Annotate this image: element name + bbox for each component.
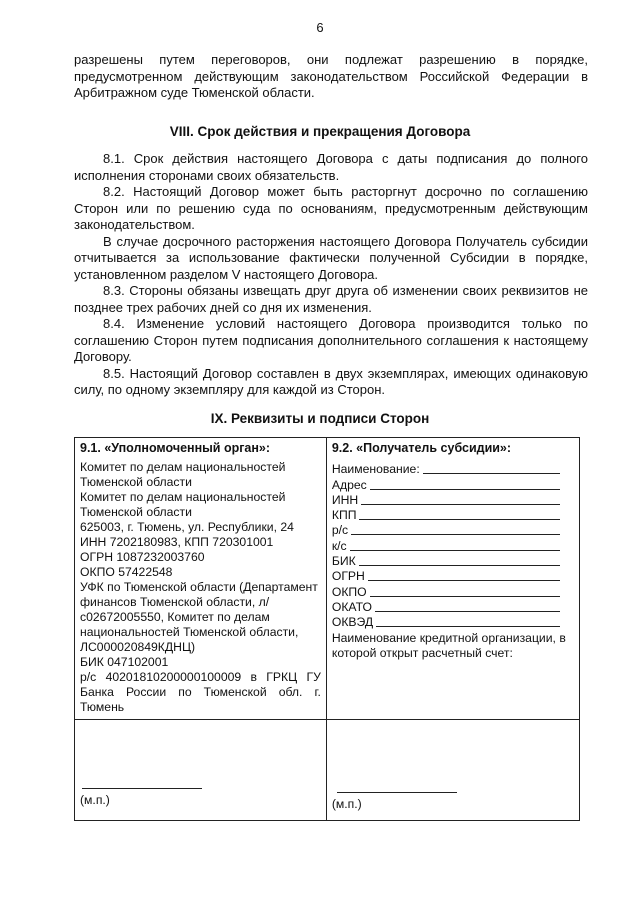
left-line: УФК по Тюменской области (Департамент финансов Тюменской области, л/с02672005550, Комитет по делам национальностей Тюменской области, ЛС000020849КДНЦ) (80, 580, 318, 654)
field-okpo-row (332, 584, 560, 599)
field-ogrn-row (332, 569, 560, 584)
field-label: КПП (331, 508, 357, 523)
field-label: к/с (331, 538, 347, 553)
paragraph-8-3: 8.3. Стороны обязаны извещать друг друга об изменении своих реквизитов не позднее трех рабочих дней со дня их изменения. (74, 283, 588, 315)
field-blank-line[interactable] (370, 596, 560, 597)
bank-note: Наименование кредитной организации, в которой открыт расчетный счет: (331, 631, 566, 661)
field-address-row (332, 477, 560, 492)
requisites-table (74, 437, 580, 821)
field-blank-line[interactable] (361, 504, 560, 505)
intro-paragraph (74, 52, 588, 102)
field-blank-line[interactable] (423, 473, 560, 474)
signature-line[interactable] (337, 791, 457, 793)
field-bik-row (332, 554, 560, 569)
authorized-body-heading: 9.1. «Уполномоченный орган»: (80, 441, 271, 455)
field-kpp-row (332, 508, 560, 523)
recipient-heading: 9.2. «Получатель субсидии»: (331, 441, 512, 455)
left-line: БИК 047102001 (80, 655, 169, 669)
field-okved-row (332, 615, 560, 630)
paragraph-8-4: 8.4. Изменение условий настоящего Договора производится только по соглашению Сторон путем подписания дополнительного соглашения к настоящему Договору. (74, 316, 588, 364)
left-line: ОГРН 1087232003760 (80, 550, 205, 564)
paragraph-8-5: 8.5. Настоящий Договор составлен в двух экземплярах, имеющих одинаковую силу, по одному экземпляру для каждой из Сторон. (74, 365, 588, 397)
section-8-title: VIII. Срок действия и прекращения Договора (169, 124, 471, 139)
left-line: р/с 40201810200000100009 в ГРКЦ ГУ Банка России по Тюменской обл. г. Тюмень (80, 670, 321, 714)
field-label: ОКПО (331, 584, 367, 599)
field-ks-row (332, 538, 560, 553)
field-name-row (332, 462, 560, 477)
field-label: Наименование: (331, 462, 420, 477)
section-9-title: IX. Реквизиты и подписи Сторон (210, 411, 430, 426)
field-label: ИНН (331, 492, 359, 507)
authorized-body-cell (75, 438, 327, 720)
field-blank-line[interactable] (359, 519, 560, 520)
field-blank-line[interactable] (351, 534, 560, 535)
field-label: р/с (331, 523, 349, 538)
left-line: ИНН 7202180983, КПП 720301001 (80, 535, 274, 549)
left-line: 625003, г. Тюмень, ул. Республики, 24 (80, 520, 294, 534)
field-label: БИК (331, 554, 356, 569)
field-label: ОГРН (331, 569, 365, 584)
signature-line[interactable] (82, 787, 202, 789)
field-blank-line[interactable] (375, 611, 560, 612)
paragraph-8-2: 8.2. Настоящий Договор может быть расторгнут досрочно по соглашению Сторон или по решению суда по основаниям, предусмотренным действующим законодательством. (74, 184, 588, 232)
recipient-cell (326, 438, 579, 720)
field-label: ОКАТО (331, 599, 372, 614)
field-blank-line[interactable] (370, 489, 560, 490)
field-inn-row (332, 493, 560, 508)
stamp-label: (м.п.) (80, 793, 110, 807)
field-blank-line[interactable] (350, 550, 560, 551)
stamp-label: (м.п.) (331, 797, 362, 811)
recipient-signature-cell (326, 720, 579, 821)
intro-text: разрешены путем переговоров, они подлежат разрешению в порядке, предусмотренном действующим законодательством Российской Федерации в Арбитражном суде Тюменской области. (74, 52, 588, 100)
field-label: ОКВЭД (331, 615, 374, 630)
field-rs-row (332, 523, 560, 538)
paragraph-early-termination: В случае досрочного расторжения настоящего Договора Получатель субсидии отчитывается за использование фактически полученной Субсидии в порядке, установленном разделом V настоящего Договора. (74, 233, 588, 282)
field-label: Адрес (331, 477, 367, 492)
left-line: ОКПО 57422548 (80, 565, 173, 579)
paragraph-8-1: 8.1. Срок действия настоящего Договора с даты подписания до полного исполнения сторонами своих обязательств. (74, 151, 588, 183)
left-line: Комитет по делам национальностей Тюменской области (80, 460, 286, 489)
field-okato-row (332, 600, 560, 615)
field-blank-line[interactable] (359, 565, 560, 566)
authorized-body-signature-cell (75, 720, 327, 821)
page-number: 6 (316, 20, 324, 35)
left-line: Комитет по делам национальностей Тюменской области (80, 490, 286, 519)
field-blank-line[interactable] (368, 580, 560, 581)
section-8-body (74, 151, 588, 399)
field-blank-line[interactable] (376, 626, 560, 627)
